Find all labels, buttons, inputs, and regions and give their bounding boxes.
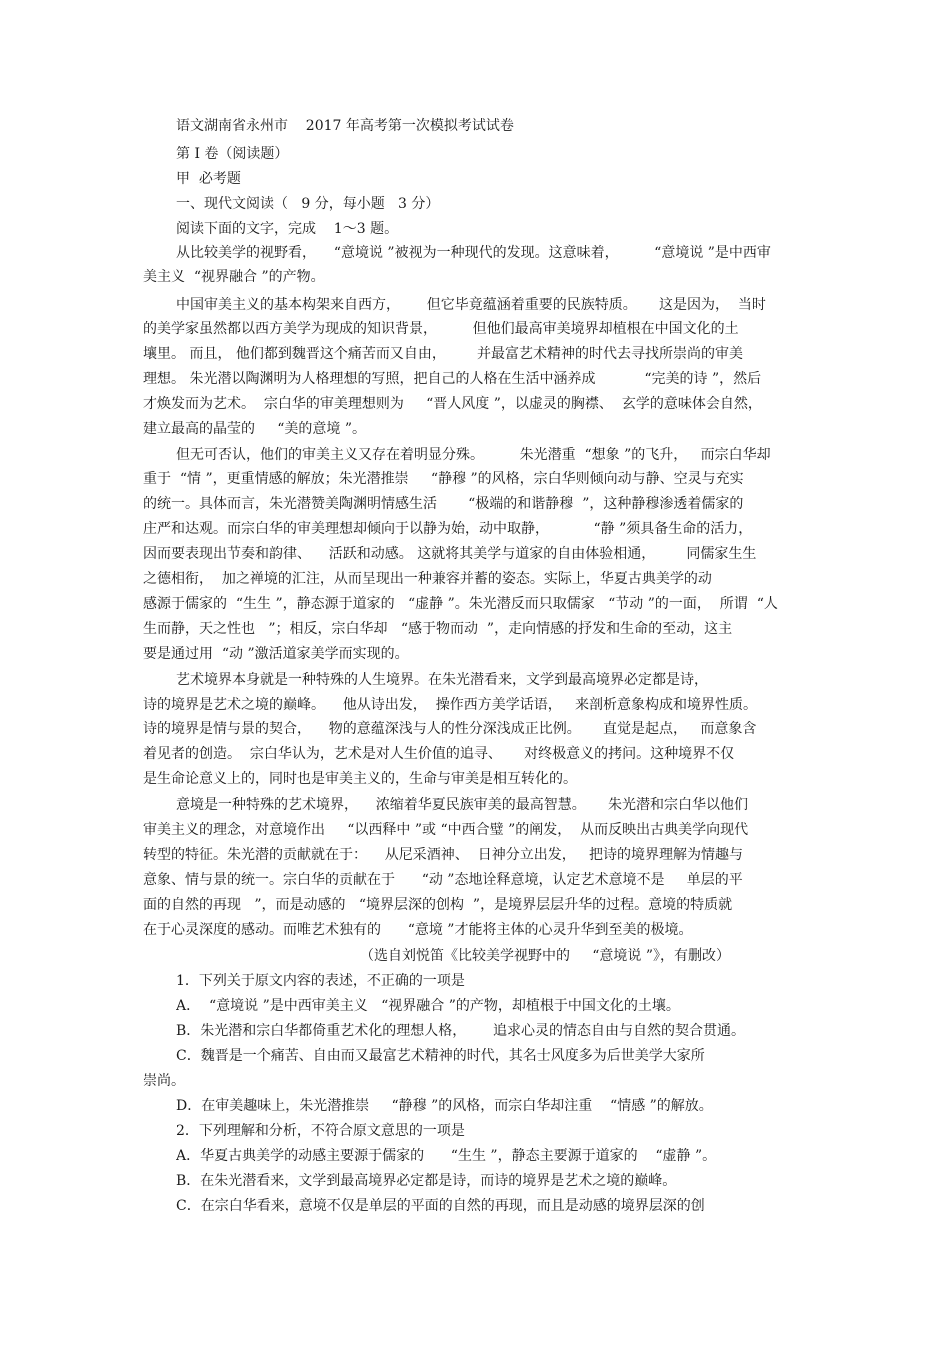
answer-option: C．魏晋是一个痛苦、自由而又最富艺术精神的时代，其名士风度多为后世美学大家所 <box>176 1048 705 1064</box>
paragraph-line: 着见者的创造。 宗白华认为，艺术是对人生价值的追寻、 对终极意义的拷问。这种境界不仅 <box>143 746 735 762</box>
answer-option: A．华夏古典美学的动感主要源于儒家的 “生生 ”，静态主要源于道家的 “虚静 ”。 <box>176 1148 717 1164</box>
paragraph-line: 从比较美学的视野看， “意境说 ”被视为一种现代的发现。这意味着， “意境说 ”是中西审 <box>176 245 771 261</box>
paragraph-line: 美主义 “视界融合 ”的产物。 <box>143 269 325 285</box>
paragraph-line: 意象、情与景的统一。宗白华的贡献在于 “动 ”态地诠释意境，认定艺术意境不是 单层的平 <box>143 872 743 888</box>
question-stem: 1．下列关于原文内容的表述，不正确的一项是 <box>176 973 465 989</box>
answer-option: C．在宗白华看来，意境不仅是单层的平面的自然的再现，而且是动感的境界层深的创 <box>176 1198 705 1214</box>
paragraph-line: 理想。 朱光潜以陶渊明为人格理想的写照，把自己的人格在生活中涵养成 “完美的诗 ”，然后 <box>143 371 762 387</box>
paragraph-line: 在于心灵深度的感动。而唯艺术独有的 “意境 ”才能将主体的心灵升华到至美的极境。 <box>143 922 693 938</box>
paragraph-line: 生而静，天之性也 ”；相反，宗白华却 “感于物而动 ”，走向情感的抒发和生命的至动，这主 <box>143 621 733 637</box>
paragraph-line: 要是通过用 “动 ”激活道家美学而实现的。 <box>143 646 409 662</box>
paragraph-line: 的统一。具体而言，朱光潜赞美陶渊明情感生活 “极端的和谐静穆 ”，这种静穆渗透着儒家的 <box>143 496 744 512</box>
paragraph-line: 建立最高的晶莹的 “美的意境 ”。 <box>143 421 367 437</box>
reading-instruction: 阅读下面的文字，完成 1～3 题。 <box>176 221 399 237</box>
paragraph-line: 诗的境界是情与景的契合， 物的意蕴深浅与人的性分深浅成正比例。 直觉是起点， 而意象含 <box>143 721 757 737</box>
paragraph-line: 壤里。 而且， 他们都到魏晋这个痛苦而又自由， 并最富艺术精神的时代去寻找所崇尚的审美 <box>143 346 744 362</box>
answer-option-continuation: 崇尚。 <box>143 1073 185 1089</box>
paragraph-line: 庄严和达观。而宗白华的审美理想却倾向于以静为始，动中取静， “静 ”须具备生命的活力， <box>143 521 753 537</box>
question-stem: 2．下列理解和分析，不符合原文意思的一项是 <box>176 1123 465 1139</box>
paragraph-line: 但无可否认，他们的审美主义又存在着明显分殊。 朱光潜重 “想象 ”的飞升， 而宗白华却 <box>176 447 771 463</box>
section-subtitle: 甲 必考题 <box>176 171 241 187</box>
answer-option: B．朱光潜和宗白华都倚重艺术化的理想人格， 追求心灵的情态自由与自然的契合贯通。 <box>176 1023 745 1039</box>
paragraph-line: 之德相衔， 加之禅境的汇注，从而呈现出一种兼容并蓄的姿态。实际上，华夏古典美学的动 <box>143 571 712 587</box>
paragraph-line: 审美主义的理念，对意境作出 “以西释中 ”或 “中西合璧 ”的阐发， 从而反映出古典美学向现代 <box>143 822 749 838</box>
paragraph-line: 因而要表现出节奏和韵律、 活跃和动感。 这就将其美学与道家的自由体验相通， 同儒家生生 <box>143 546 757 562</box>
paragraph-line: 面的自然的再现 ”，而是动感的 “境界层深的创构 ”，是境界层层升华的过程。意境的特质就 <box>143 897 733 913</box>
paragraph-line: 意境是一种特殊的艺术境界， 浓缩着华夏民族审美的最高智慧。 朱光潜和宗白华以他们 <box>176 797 749 813</box>
question-group-title: 一、现代文阅读（ 9 分，每小题 3 分） <box>176 196 440 212</box>
source-citation: （选自刘悦笛《比较美学视野中的 “意境说 ”》，有删改） <box>360 948 731 964</box>
paragraph-line: 的美学家虽然都以西方美学为现成的知识背景， 但他们最高审美境界却植根在中国文化的土 <box>143 321 739 337</box>
doc-title: 语文湖南省永州市 2017 年高考第一次模拟考试试卷 <box>176 118 514 134</box>
paragraph-line: 中国审美主义的基本构架来自西方， 但它毕竟蕴涵着重要的民族特质。 这是因为， 当时 <box>176 297 766 313</box>
section-label: 第 I 卷（阅读题） <box>176 146 289 162</box>
answer-option: B．在朱光潜看来，文学到最高境界必定都是诗，而诗的境界是艺术之境的巅峰。 <box>176 1173 677 1189</box>
answer-option: A． “意境说 ”是中西审美主义 “视界融合 ”的产物，却植根于中国文化的土壤。 <box>176 998 680 1014</box>
paragraph-line: 重于 “情 ”，更重情感的解放；朱光潜推崇 “静穆 ”的风格，宗白华则倾向动与静、空灵与充实 <box>143 471 744 487</box>
paragraph-line: 艺术境界本身就是一种特殊的人生境界。在朱光潜看来，文学到最高境界必定都是诗， <box>176 672 708 688</box>
paragraph-line: 转型的特征。朱光潜的贡献就在于： 从尼采酒神、 日神分立出发， 把诗的境界理解为情趣与 <box>143 847 744 863</box>
paragraph-line: 才焕发而为艺术。 宗白华的审美理想则为 “晋人风度 ”，以虚灵的胸襟、 玄学的意味体会自然， <box>143 396 762 412</box>
answer-option: D．在审美趣味上，朱光潜推崇 “静穆 ”的风格，而宗白华却注重 “情感 ”的解放。 <box>176 1098 713 1114</box>
paragraph-line: 感源于儒家的 “生生 ”，静态源于道家的 “虚静 ”。朱光潜反而只取儒家 “节动 ”的一面， 所谓 “人 <box>143 596 778 612</box>
paragraph-line: 是生命论意义上的，同时也是审美主义的，生命与审美是相互转化的。 <box>143 771 577 787</box>
paragraph-line: 诗的境界是艺术之境的巅峰。 他从诗出发， 操作西方美学话语， 来剖析意象构成和境界性质。 <box>143 697 758 713</box>
